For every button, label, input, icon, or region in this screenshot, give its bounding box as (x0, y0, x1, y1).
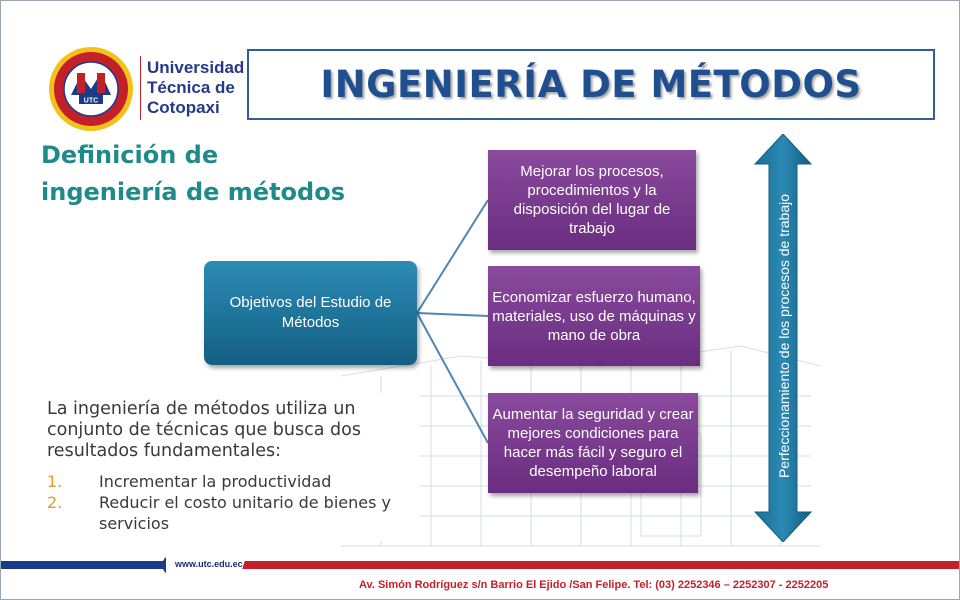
arrow-label: Perfeccionamiento de los procesos de trabajo (776, 193, 792, 479)
subtitle-line2: ingeniería de métodos (41, 178, 345, 206)
center-box-line2: Métodos (281, 314, 340, 331)
list-item-number: 2. (47, 493, 63, 512)
university-name (147, 58, 244, 118)
list-item (47, 471, 419, 492)
footer-band (1, 557, 959, 573)
subtitle-line1: Definición de (41, 141, 219, 169)
connector-line-2 (417, 313, 488, 316)
objectives-center-box (204, 261, 417, 365)
definition-text-block (39, 393, 419, 541)
objective-box-2 (488, 266, 700, 366)
objective-box-1 (488, 150, 696, 250)
list-item-text: Incrementar la productividad (99, 472, 332, 491)
objective-box-3 (488, 393, 698, 493)
definition-paragraph: La ingeniería de métodos utiliza un conjunto de técnicas que busca dos resultados fundamentales: (47, 399, 361, 461)
list-item (47, 492, 419, 534)
list-item-number: 1. (47, 472, 63, 491)
university-name-line3: Cotopaxi (147, 98, 220, 117)
logo-initials: UTC (83, 97, 99, 105)
slide-subtitle (41, 137, 345, 211)
title-box (247, 49, 935, 120)
objective-text-2: Economizar esfuerzo humano, materiales, uso de máquinas y mano de obra (492, 288, 696, 344)
university-name-line2: Técnica de (147, 78, 235, 97)
university-name-line1: Universidad (147, 58, 245, 77)
utc-logo (47, 45, 135, 133)
footer-address: Av. Simón Rodríguez s/n Barrio El Ejido /San Felipe. Tel: (03) 2252346 – 2252307 - 2252205 (359, 579, 829, 591)
logo-divider (140, 56, 141, 120)
center-box-line1: Objetivos del Estudio de (229, 294, 392, 311)
results-list (47, 471, 419, 534)
slide-title: INGENIERÍA DE MÉTODOS (320, 63, 862, 106)
connector-line-1 (417, 200, 488, 313)
footer-url-link[interactable]: www.utc.edu.ec (175, 559, 243, 569)
objective-text-1: Mejorar los procesos, procedimientos y la disposición del lugar de trabajo (513, 163, 671, 237)
objective-text-3: Aumentar la seguridad y crear mejores condiciones para hacer más fácil y seguro el desempeño laboral (492, 406, 694, 480)
list-item-text: Reducir el costo unitario de bienes y servicios (99, 493, 391, 533)
